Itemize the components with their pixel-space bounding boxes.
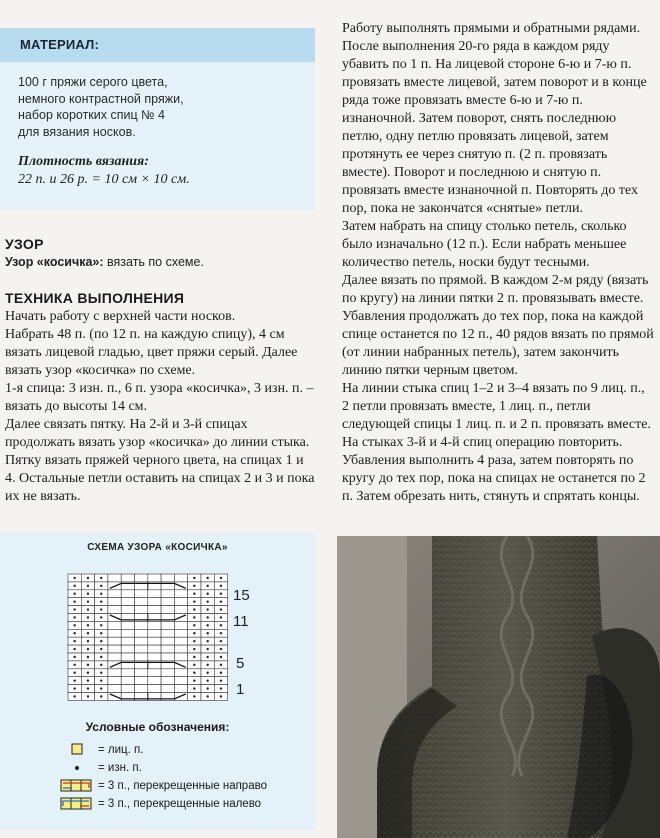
chart-cell [148,574,161,582]
chart-cell [135,629,148,637]
purl-dot [206,593,208,595]
chart-cell [121,590,134,598]
chart-cell [108,606,121,614]
chart-cell [161,621,174,629]
purl-dot [100,593,102,595]
purl-dot [193,577,195,579]
chart-cell [121,606,134,614]
purl-dot [87,600,89,602]
purl-dot [220,600,222,602]
purl-dot [100,616,102,618]
chart-cell [148,677,161,685]
row-label: 11 [233,613,249,630]
purl-dot [193,695,195,697]
purl-dot [87,656,89,658]
purl-dot [73,624,75,626]
legend-item-purl [60,760,300,776]
chart-cell [108,629,121,637]
chart-cell [174,598,187,606]
purl-dot [100,656,102,658]
purl-dot [100,600,102,602]
chart-cell [161,677,174,685]
purl-dot [73,687,75,689]
chart-cell [161,598,174,606]
purl-stitch-icon [60,761,94,775]
chart-cell [121,621,134,629]
purl-dot [220,656,222,658]
instruction-paragraph: Работу выполнять прямыми и обратными рядами. После выполнения 20-го ряда в каждом ряду убавить по 1 п. На лицевой стороне 6-ю и 7-ю п. провязать вместе лицевой, затем поворот и в конце ряда тоже провязать вместе 6-ю и 7-ю п. изнаночной. Затем поворот, снять последнюю петлю, одну петлю провязать лицевой, затем протянуть ее через снятую п. (2 п. провязать вместе). Поворот и последнюю и снятую п. провязать вместе изнаночной п. Повторять до тех пор, пока не закончатся «снятые» петли. [342,21,647,216]
instruction-paragraph: На стыках 3-й и 4-й спиц операцию повторить. Убавления выполнить 4 раза, затем повторять по кругу до тех пор, пока на спицах не останется по 2 п. Затем обрезать нить, стянуть и спрятать концы. [342,435,646,504]
chart-cell [135,653,148,661]
purl-dot [193,656,195,658]
chart-cell [108,653,121,661]
purl-dot [193,648,195,650]
purl-dot [193,608,195,610]
purl-dot [73,672,75,674]
purl-dot [73,616,75,618]
technique-paragraph: Набрать 48 п. (по 12 п. на каждую спицу), 4 см вязать лицевой гладью, цвет пряжи серый. Далее вязать узор «косичка» по схеме. [5,327,298,378]
legend-item-cross-left [60,796,300,812]
purl-dot [87,695,89,697]
material-line: 100 г пряжи серого цвета, [18,75,168,89]
chart-cell [148,598,161,606]
chart-cell [174,590,187,598]
row-label: 1 [236,681,245,698]
purl-dot [100,585,102,587]
purl-dot [87,624,89,626]
purl-dot [206,600,208,602]
chart-cell [108,574,121,582]
technique-paragraph: Пятку вязать пряжей черного цвета, на спицах 1 и 4. Остальные петли оставить на спицах 2 и 3 и пока их не вязать. [5,453,315,504]
purl-dot [220,687,222,689]
chart-cell [148,685,161,693]
purl-dot [73,664,75,666]
purl-dot [100,640,102,642]
purl-dot [220,679,222,681]
chart-cell [121,629,134,637]
chart-cell [148,590,161,598]
purl-dot [100,632,102,634]
purl-dot [87,687,89,689]
purl-dot [87,632,89,634]
chart-cell [174,653,187,661]
legend-title: Условные обозначения: [85,720,230,734]
chart-cell [148,606,161,614]
chart-cell [148,621,161,629]
purl-dot [193,585,195,587]
chart-cell [174,606,187,614]
legend-item-knit [60,742,300,758]
material-line: набор коротких спиц № 4 [18,108,165,122]
purl-dot [220,593,222,595]
cross-right-icon [60,779,94,793]
purl-dot [206,672,208,674]
chart-cell [161,645,174,653]
purl-dot [206,585,208,587]
purl-dot [87,608,89,610]
chart-cell [161,606,174,614]
row-label: 5 [236,655,245,672]
purl-dot [87,664,89,666]
purl-dot [206,687,208,689]
purl-dot [73,640,75,642]
legend-item-cross-right [60,778,300,794]
purl-dot [193,664,195,666]
chart-cell [148,645,161,653]
instructions-text [342,20,654,506]
chart-cell [108,598,121,606]
legend-label: = 3 п., перекрещенные налево [98,798,262,810]
purl-dot [73,648,75,650]
chart-cell [174,677,187,685]
material-line: немного контрастной пряжи, [18,91,184,106]
chart-cell [108,669,121,677]
material-heading: МАТЕРИАЛ: [20,37,99,52]
chart-cell [121,598,134,606]
chart-cell [135,574,148,582]
pattern-label: Узор «косичка»: [5,255,104,269]
purl-dot [73,608,75,610]
chart-cell [121,685,134,693]
purl-dot [73,679,75,681]
purl-dot [100,577,102,579]
purl-dot [87,648,89,650]
chart-cell [148,653,161,661]
purl-dot [100,687,102,689]
chart-cell [135,606,148,614]
chart-cell [135,598,148,606]
instruction-paragraph: Убавления продолжать до тех пор, пока на каждой спице останется по 12 п., 40 рядов вязать по прямой (от линии набранных петель), затем закончить линию пятки черным цветом. [342,309,654,378]
purl-dot [220,640,222,642]
purl-dot [87,577,89,579]
chart-cell [161,590,174,598]
purl-dot [206,632,208,634]
purl-dot [87,593,89,595]
purl-dot [193,624,195,626]
purl-dot [100,608,102,610]
purl-dot [220,648,222,650]
legend-label: = изн. п. [98,762,142,774]
purl-dot [206,695,208,697]
chart-cell [108,590,121,598]
chart-cell [174,629,187,637]
chart-cell [108,677,121,685]
purl-dot [220,664,222,666]
purl-dot [220,672,222,674]
technique-paragraph: Начать работу с верхней части носков. [5,309,236,324]
chart-cell [135,685,148,693]
purl-dot [206,616,208,618]
chart-cell [174,574,187,582]
instruction-paragraph: Затем набрать на спицу столько петель, сколько было изначально (12 п.). Если набрать меньшее количество петель, носки будут тесными. [342,219,627,270]
chart-cell [108,637,121,645]
material-list [18,74,308,140]
purl-dot [100,648,102,650]
purl-dot [193,679,195,681]
density-value: 22 п. и 26 р. = 10 см × 10 см. [18,172,190,187]
technique-paragraph: Далее связать пятку. На 2-й и 3-й спицах продолжать вязать узор «косичка» до линии стыка. [5,417,310,450]
purl-dot [193,687,195,689]
row-label: 15 [233,587,250,604]
pattern-heading: УЗОР [5,236,44,252]
purl-dot [220,577,222,579]
chart-cell [135,677,148,685]
chart-cell [174,685,187,693]
chart-cell [135,669,148,677]
pattern-description [5,255,204,269]
sock-photo [337,536,660,838]
chart-cell [121,669,134,677]
chart-cell [161,685,174,693]
purl-dot [73,632,75,634]
purl-dot [206,608,208,610]
chart-cell [161,574,174,582]
chart-cell [121,574,134,582]
purl-dot [87,616,89,618]
chart-cell [174,669,187,677]
purl-dot [87,585,89,587]
purl-dot [73,585,75,587]
purl-dot [220,695,222,697]
purl-dot [73,600,75,602]
purl-dot [87,640,89,642]
purl-dot [220,616,222,618]
purl-dot [206,664,208,666]
chart-cell [135,590,148,598]
legend-label: = лиц. п. [98,744,144,756]
chart-cell [174,645,187,653]
purl-dot [193,672,195,674]
purl-dot [206,640,208,642]
chart-cell [135,645,148,653]
purl-dot [206,624,208,626]
material-line: для вязания носков. [18,124,136,139]
technique-heading: ТЕХНИКА ВЫПОЛНЕНИЯ [5,290,185,306]
chart-cell [174,621,187,629]
purl-dot [73,593,75,595]
chart-cell [148,669,161,677]
purl-dot [100,679,102,681]
density-title: Плотность вязания: [18,154,149,169]
purl-dot [206,679,208,681]
purl-dot [220,632,222,634]
purl-dot [220,585,222,587]
purl-dot [206,648,208,650]
technique-text [5,308,317,506]
material-header [0,28,315,62]
purl-dot [100,695,102,697]
chart-cell [108,645,121,653]
chart-cell [161,637,174,645]
chart-cell [148,629,161,637]
chart-cell [135,637,148,645]
chart-cell [161,653,174,661]
purl-dot [73,695,75,697]
chart-cell [161,669,174,677]
cable-chart [0,560,315,710]
instruction-paragraph: На линии стыка спиц 1–2 и 3–4 вязать по 9 лиц. п., 2 петли провязать вместе, 1 лиц. п., петли следующей спицы 1 лиц. п. и 2 п. провязать вместе. [342,381,651,432]
purl-dot [87,672,89,674]
chart-cell [174,637,187,645]
purl-dot [193,632,195,634]
cross-left-icon [60,797,94,811]
purl-dot [206,656,208,658]
purl-dot [220,624,222,626]
purl-dot [220,608,222,610]
chart-cell [121,637,134,645]
chart-title: СХЕМА УЗОРА «КОСИЧКА» [87,542,228,553]
legend-label: = 3 п., перекрещенные направо [98,780,267,792]
chart-cell [161,629,174,637]
knit-stitch-icon [60,743,94,757]
purl-dot [193,600,195,602]
purl-dot [87,679,89,681]
chart-cell [148,637,161,645]
purl-dot [193,616,195,618]
chart-cell [108,621,121,629]
chart-cell [121,645,134,653]
chart-cell [108,685,121,693]
purl-dot [193,640,195,642]
chart-cell [121,653,134,661]
chart-grid [68,574,228,700]
chart-cell [135,621,148,629]
purl-dot [193,593,195,595]
chart-cell [121,677,134,685]
instruction-paragraph: Далее вязать по прямой. В каждом 2-м ряду (вязать по кругу) на линии пятки 2 п. провязывать вместе. [342,273,649,306]
purl-dot [100,624,102,626]
pattern-text: вязать по схеме. [107,255,204,269]
purl-dot [100,664,102,666]
technique-paragraph: 1-я спица: 3 изн. п., 6 п. узора «косичка», 3 изн. п. – вязать до высоты 14 см. [5,381,314,414]
purl-dot [100,672,102,674]
purl-dot [206,577,208,579]
purl-dot [73,577,75,579]
purl-dot [73,656,75,658]
